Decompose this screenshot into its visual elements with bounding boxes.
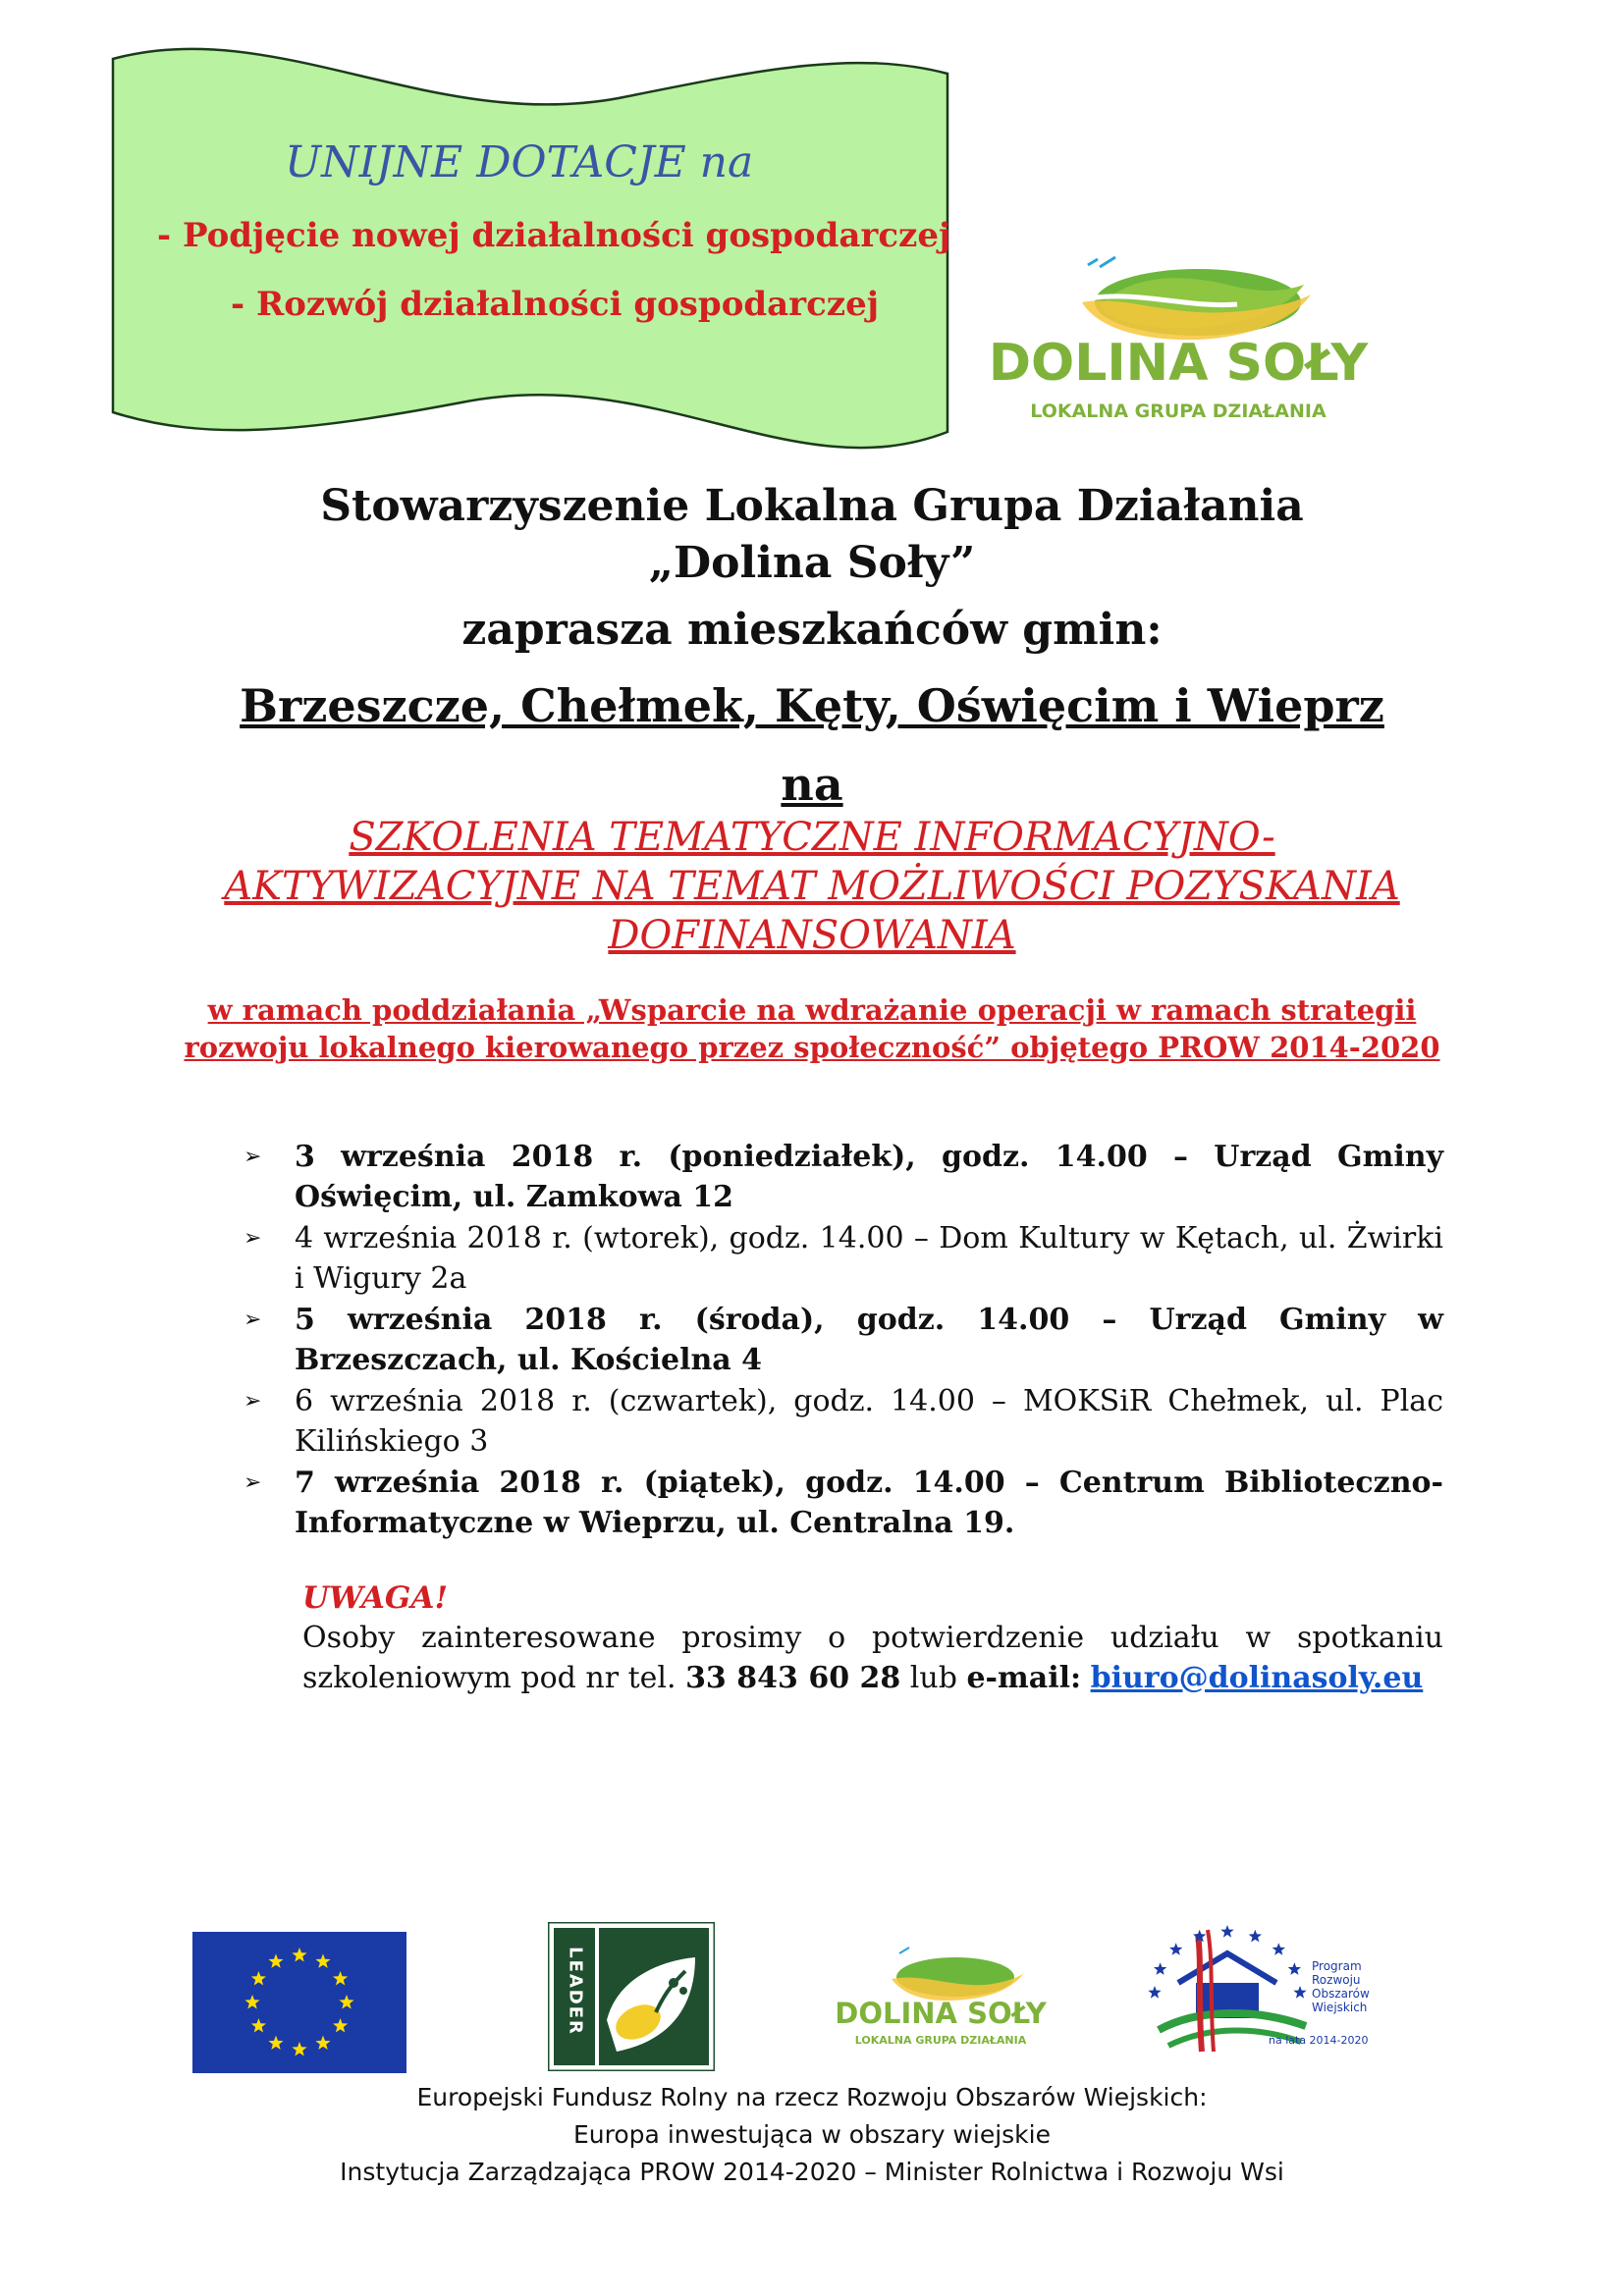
notice-block — [302, 1578, 1443, 1698]
training-title-line: SZKOLENIA TEMATYCZNE INFORMACYJNO- — [349, 815, 1275, 860]
list-item — [244, 1300, 1443, 1380]
training-title-line: AKTYWIZACYJNE NA TEMAT MOŻLIWOŚCI POZYSKANIA — [224, 864, 1400, 909]
notice-text — [302, 1618, 1443, 1698]
list-item — [244, 1218, 1443, 1299]
dolina-soly-logo — [972, 226, 1384, 432]
arrow-bullet-icon: ➢ — [244, 1389, 262, 1414]
prow-star-icon — [1249, 1930, 1262, 1943]
meeting-text: 4 września 2018 r. (wtorek), godz. 14.00 – Dom Kultury w Kętach, ul. Żwirki i Wigury 2a — [295, 1221, 1443, 1296]
meeting-text: 3 września 2018 r. (poniedziałek), godz. 14.00 – Urząd Gminy Oświęcim, ul. Zamkowa 12 — [295, 1140, 1443, 1214]
org-name: Stowarzyszenie Lokalna Grupa Działania — [320, 481, 1304, 531]
training-title-line: DOFINANSOWANIA — [608, 913, 1016, 958]
footer-line: Instytucja Zarządzająca PROW 2014-2020 – Minister Rolnictwa i Rozwoju Wsi — [340, 2158, 1284, 2186]
prow-years: na lata 2014-2020 — [1269, 2034, 1369, 2047]
prow-star-icon — [1220, 1925, 1233, 1938]
arrow-bullet-icon: ➢ — [244, 1308, 262, 1332]
list-item — [244, 1463, 1443, 1543]
program-note-line: rozwoju lokalnego kierowanego przez społeczność” objętego PROW 2014-2020 — [184, 1031, 1440, 1064]
prow-star-icon — [1293, 1986, 1306, 1999]
footer-line: Europa inwestująca w obszary wiejskie — [573, 2120, 1051, 2149]
logo-subtitle: LOKALNA GRUPA DZIAŁANIA — [854, 2034, 1027, 2047]
prow-star-icon — [1272, 1943, 1285, 1955]
leader-logo — [548, 1922, 715, 2071]
org-quote: „Dolina Soły” — [648, 538, 976, 588]
arrow-bullet-icon: ➢ — [244, 1470, 262, 1495]
hills-icon — [823, 1934, 1058, 2002]
prow-line: Wiejskich — [1312, 2001, 1368, 2014]
banner — [108, 39, 952, 471]
na-word: na — [781, 758, 843, 811]
meeting-text: 7 września 2018 r. (piątek), godz. 14.00 – Centrum Biblioteczno-Informatyczne w Wieprzu, ul. Centralna 19. — [295, 1466, 1443, 1540]
banner-heading: UNIJNE DOTACJE na — [285, 137, 754, 187]
phone-number: 33 843 60 28 — [685, 1661, 901, 1695]
eu-flag-icon — [192, 1932, 406, 2073]
prow-line: Rozwoju — [1312, 1973, 1361, 1987]
training-title — [0, 813, 1624, 960]
program-note-line: w ramach poddziałania „Wsparcie na wdrażanie operacji w ramach strategii — [207, 993, 1417, 1027]
list-item — [244, 1381, 1443, 1462]
footer-line: Europejski Fundusz Rolny na rzecz Rozwoju Obszarów Wiejskich: — [416, 2083, 1208, 2111]
notice-text-before: Osoby zainteresowane prosimy o potwierdzenie udziału w spotkaniu szkoleniowym pod nr tel. — [302, 1621, 1443, 1695]
prow-star-icon — [1288, 1962, 1301, 1975]
gminy-list: Brzeszcze, Chełmek, Kęty, Oświęcim i Wieprz — [240, 679, 1384, 732]
banner-item: - Rozwój działalności gospodarczej — [231, 285, 880, 324]
prow-star-icon — [1154, 1962, 1166, 1975]
eu-flag-graphic — [192, 1932, 406, 2073]
dolina-soly-logo-small — [823, 1934, 1058, 2052]
banner-shape — [108, 39, 952, 471]
email-label: e-mail: — [966, 1661, 1082, 1695]
hills-icon — [972, 226, 1384, 344]
notice-text-mid: lub — [900, 1661, 967, 1695]
prow-star-icon — [1169, 1943, 1182, 1955]
prow-line: Obszarów — [1312, 1987, 1370, 2001]
banner-item: - Podjęcie nowej działalności gospodarczej — [157, 216, 951, 255]
meeting-text: 6 września 2018 r. (czwartek), godz. 14.00 – MOKSiR Chełmek, ul. Plac Kilińskiego 3 — [295, 1384, 1443, 1459]
email-link[interactable]: biuro@dolinasoly.eu — [1090, 1661, 1424, 1695]
logo-subtitle: LOKALNA GRUPA DZIAŁANIA — [1030, 400, 1326, 422]
leader-label: LEADER — [565, 1947, 586, 2036]
prow-logo — [1139, 1914, 1434, 2061]
logo-name: DOLINA SOŁY — [835, 1997, 1047, 2030]
meeting-text: 5 września 2018 r. (środa), godz. 14.00 – Urząd Gminy w Brzeszczach, ul. Kościelna 4 — [295, 1303, 1443, 1377]
logo-name: DOLINA SOŁY — [988, 334, 1369, 393]
prow-text — [1312, 1959, 1370, 2014]
list-item — [244, 1137, 1443, 1217]
arrow-bullet-icon: ➢ — [244, 1226, 262, 1251]
notice-title: UWAGA! — [302, 1580, 449, 1616]
meetings-list — [244, 1137, 1443, 1544]
program-note — [0, 991, 1624, 1066]
arrow-bullet-icon: ➢ — [244, 1145, 262, 1169]
invite-line: zaprasza mieszkańców gmin: — [461, 605, 1163, 655]
prow-star-icon — [1148, 1986, 1161, 1999]
prow-line: Program — [1312, 1959, 1362, 1973]
